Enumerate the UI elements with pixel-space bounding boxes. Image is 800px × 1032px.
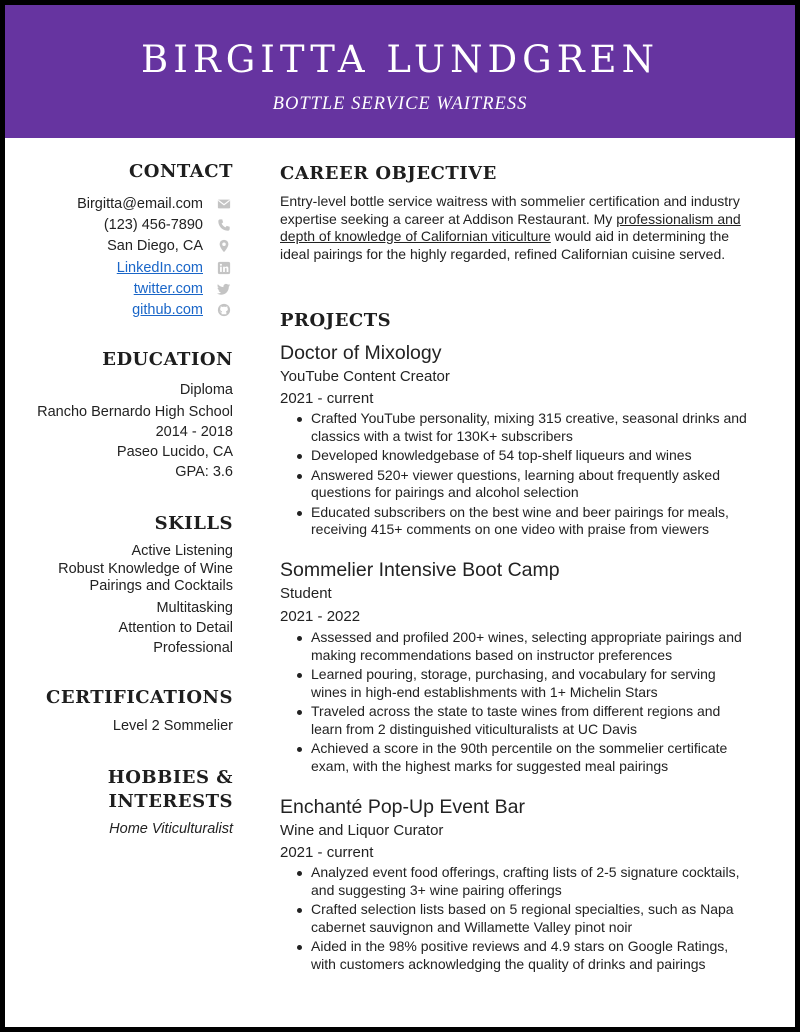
phone-icon [215, 216, 233, 234]
skill-item: Active Listening [131, 543, 233, 559]
education-location: Paseo Lucido, CA [116, 444, 233, 460]
twitter-icon [215, 280, 233, 298]
contact-location: San Diego, CA [107, 238, 203, 254]
candidate-title: BOTTLE SERVICE WAITRESS [272, 94, 528, 114]
project-dates: 2021 - current [280, 844, 374, 861]
bullet-item: Assessed and profiled 200+ wines, selecting appropriate pairings and making recommendations based on instructor preferences [311, 629, 750, 664]
objective-text-start: Entry-level bottle service waitress with sommelier certification and industry expertise seeking a career at Addison Restaurant. My [280, 193, 740, 227]
project-dates: 2021 - 2022 [280, 608, 361, 625]
twitter-link[interactable]: twitter.com [133, 281, 203, 297]
project-name: Sommelier Intensive Boot Camp [280, 559, 560, 581]
project-role: YouTube Content Creator [280, 368, 450, 385]
envelope-icon [215, 195, 233, 213]
candidate-name: BIRGITTA LUNDGREN [141, 38, 659, 81]
skills-heading: SKILLS [154, 513, 233, 534]
hobbies-heading: HOBBIES & INTERESTS [107, 767, 233, 812]
project-role: Student [280, 585, 332, 602]
contact-heading: CONTACT [128, 161, 233, 182]
bullet-item: Analyzed event food offerings, crafting lists of 2-5 signature cocktails, and suggesting 3+ wine pairing offerings [311, 864, 750, 899]
certification-item: Level 2 Sommelier [112, 718, 233, 734]
contact-email: Birgitta@email.com [77, 196, 203, 212]
projects-heading: PROJECTS [280, 310, 392, 331]
bullet-item: Learned pouring, storage, purchasing, and vocabulary for serving wines in high-end establishments with 1+ Michelin Stars [311, 666, 750, 701]
linkedin-icon [215, 259, 233, 277]
map-pin-icon [215, 237, 233, 255]
education-degree: Diploma [179, 382, 233, 398]
objective-heading: CAREER OBJECTIVE [280, 163, 497, 184]
project-dates: 2021 - current [280, 390, 374, 407]
skill-item: Attention to Detail [118, 620, 233, 636]
skill-item: Robust Knowledge of Wine Pairings and Cocktails [58, 561, 233, 594]
bullet-item: Traveled across the state to taste wines from different regions and learn from 2 distinguished viticulturalists at UC Davis [311, 703, 750, 738]
objective-text-end: would aid in determining the ideal pairings for the highly regarded, refined Californian cuisine served. [280, 228, 730, 262]
education-school: Rancho Bernardo High School [37, 404, 233, 420]
bullet-item: Crafted YouTube personality, mixing 315 creative, seasonal drinks and classics with a twist for 130K+ subscribers [311, 410, 750, 445]
education-years: 2014 - 2018 [155, 424, 233, 440]
objective-text [280, 193, 742, 263]
linkedin-link[interactable]: LinkedIn.com [116, 260, 203, 276]
project-name: Doctor of Mixology [280, 342, 442, 364]
hobby-item: Home Viticulturalist [109, 821, 233, 837]
bullet-item: Achieved a score in the 90th percentile on the sommelier certificate exam, with the highest marks for suggested meal pairings [311, 740, 750, 775]
project-name: Enchanté Pop-Up Event Bar [280, 796, 525, 818]
project-bullets [280, 864, 750, 975]
contact-phone: (123) 456-7890 [103, 217, 203, 233]
resume-page [5, 5, 795, 1027]
github-link[interactable]: github.com [132, 302, 203, 318]
bullet-item: Crafted selection lists based on 5 regional specialties, such as Napa cabernet sauvignon and Willamette Valley pinot noir [311, 901, 750, 936]
bullet-item: Developed knowledgebase of 54 top-shelf liqueurs and wines [311, 447, 750, 465]
project-bullets [280, 629, 750, 777]
skill-item: Multitasking [156, 600, 233, 616]
education-heading: EDUCATION [102, 349, 233, 370]
bullet-item: Answered 520+ viewer questions, learning about frequently asked questions for pairings and alcohol selection [311, 467, 750, 502]
bullet-item: Educated subscribers on the best wine and beer pairings for meals, receiving 415+ comments on one video with praise from viewers [311, 504, 750, 539]
resume-header [5, 5, 795, 138]
objective-text-underlined: professionalism and depth of knowledge of Californian viticulture [280, 210, 741, 244]
bullet-item: Aided in the 98% positive reviews and 4.9 stars on Google Ratings, with customers acknowledging the quality of drinks and pairings [311, 938, 750, 973]
contact-github[interactable] [5, 300, 203, 320]
education-gpa: GPA: 3.6 [175, 464, 233, 480]
project-bullets [280, 410, 750, 541]
skill-item: Professional [153, 640, 233, 656]
contact-linkedin[interactable] [5, 258, 203, 278]
certifications-heading: CERTIFICATIONS [46, 687, 233, 708]
github-icon [215, 301, 233, 319]
project-role: Wine and Liquor Curator [280, 822, 444, 839]
contact-twitter[interactable] [5, 279, 203, 299]
